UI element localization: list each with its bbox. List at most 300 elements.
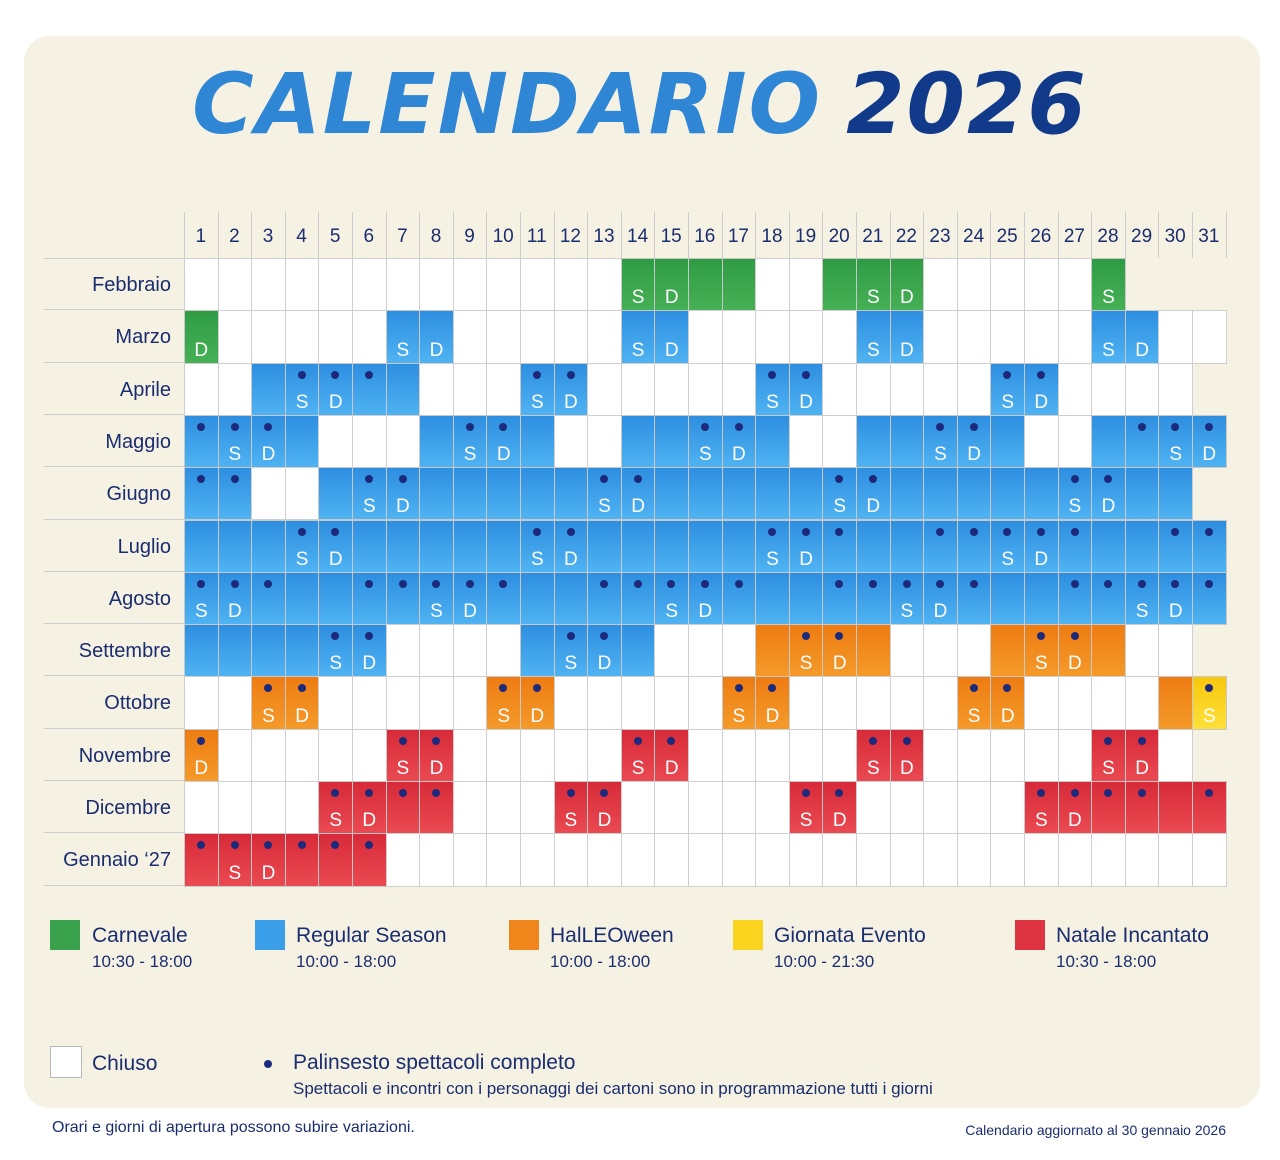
day-cell[interactable]	[318, 258, 353, 311]
day-cell[interactable]	[621, 572, 656, 625]
day-cell[interactable]	[386, 676, 421, 729]
day-cell[interactable]	[856, 467, 891, 520]
day-cell[interactable]	[419, 833, 454, 886]
day-cell[interactable]	[587, 833, 622, 886]
day-cell[interactable]	[218, 624, 253, 677]
day-cell[interactable]	[453, 781, 488, 834]
day-cell[interactable]	[990, 415, 1025, 468]
day-cell[interactable]	[688, 781, 723, 834]
day-cell[interactable]	[688, 467, 723, 520]
day-cell[interactable]	[554, 467, 589, 520]
day-cell[interactable]	[654, 520, 689, 573]
day-cell[interactable]	[1058, 310, 1093, 363]
day-cell[interactable]	[587, 676, 622, 729]
day-cell[interactable]	[957, 258, 992, 311]
day-cell[interactable]	[251, 729, 286, 782]
day-cell[interactable]	[957, 467, 992, 520]
day-cell[interactable]	[1091, 781, 1126, 834]
day-cell[interactable]	[587, 310, 622, 363]
day-cell[interactable]	[386, 363, 421, 416]
day-cell[interactable]	[722, 572, 757, 625]
day-cell[interactable]	[486, 258, 521, 311]
day-cell[interactable]	[285, 520, 320, 573]
day-cell[interactable]	[184, 676, 219, 729]
day-cell[interactable]	[856, 363, 891, 416]
day-cell[interactable]	[486, 363, 521, 416]
day-cell[interactable]	[722, 258, 757, 311]
day-cell[interactable]	[722, 467, 757, 520]
day-cell[interactable]	[520, 676, 555, 729]
day-cell[interactable]	[1091, 310, 1126, 363]
day-cell[interactable]	[218, 781, 253, 834]
day-cell[interactable]	[554, 624, 589, 677]
day-cell[interactable]	[520, 572, 555, 625]
day-cell[interactable]	[1024, 572, 1059, 625]
day-cell[interactable]	[318, 624, 353, 677]
day-cell[interactable]	[990, 729, 1025, 782]
day-cell[interactable]	[654, 415, 689, 468]
day-cell[interactable]	[688, 363, 723, 416]
day-cell[interactable]	[1058, 467, 1093, 520]
day-cell[interactable]	[1192, 310, 1227, 363]
day-cell[interactable]	[318, 520, 353, 573]
day-cell[interactable]	[1125, 310, 1160, 363]
day-cell[interactable]	[419, 258, 454, 311]
day-cell[interactable]	[251, 624, 286, 677]
day-cell[interactable]	[1192, 520, 1227, 573]
day-cell[interactable]	[789, 833, 824, 886]
day-cell[interactable]	[621, 258, 656, 311]
day-cell[interactable]	[184, 415, 219, 468]
day-cell[interactable]	[520, 467, 555, 520]
day-cell[interactable]	[386, 833, 421, 886]
day-cell[interactable]	[990, 520, 1025, 573]
day-cell[interactable]	[352, 467, 387, 520]
day-cell[interactable]	[486, 467, 521, 520]
day-cell[interactable]	[520, 363, 555, 416]
day-cell[interactable]	[621, 833, 656, 886]
day-cell[interactable]	[1091, 363, 1126, 416]
day-cell[interactable]	[1192, 676, 1227, 729]
day-cell[interactable]	[554, 520, 589, 573]
day-cell[interactable]	[822, 833, 857, 886]
day-cell[interactable]	[419, 781, 454, 834]
day-cell[interactable]	[890, 363, 925, 416]
day-cell[interactable]	[218, 415, 253, 468]
day-cell[interactable]	[688, 729, 723, 782]
day-cell[interactable]	[1024, 415, 1059, 468]
day-cell[interactable]	[520, 781, 555, 834]
day-cell[interactable]	[218, 310, 253, 363]
day-cell[interactable]	[722, 781, 757, 834]
day-cell[interactable]	[621, 363, 656, 416]
day-cell[interactable]	[923, 415, 958, 468]
day-cell[interactable]	[554, 415, 589, 468]
day-cell[interactable]	[285, 833, 320, 886]
day-cell[interactable]	[285, 572, 320, 625]
day-cell[interactable]	[621, 676, 656, 729]
day-cell[interactable]	[755, 363, 790, 416]
day-cell[interactable]	[688, 415, 723, 468]
day-cell[interactable]	[789, 310, 824, 363]
day-cell[interactable]	[486, 833, 521, 886]
day-cell[interactable]	[352, 363, 387, 416]
day-cell[interactable]	[654, 572, 689, 625]
day-cell[interactable]	[957, 572, 992, 625]
day-cell[interactable]	[386, 467, 421, 520]
day-cell[interactable]	[1158, 781, 1193, 834]
day-cell[interactable]	[587, 258, 622, 311]
day-cell[interactable]	[587, 729, 622, 782]
day-cell[interactable]	[1125, 415, 1160, 468]
day-cell[interactable]	[1058, 676, 1093, 729]
day-cell[interactable]	[1158, 520, 1193, 573]
day-cell[interactable]	[621, 624, 656, 677]
day-cell[interactable]	[688, 572, 723, 625]
day-cell[interactable]	[789, 467, 824, 520]
day-cell[interactable]	[554, 363, 589, 416]
day-cell[interactable]	[957, 833, 992, 886]
day-cell[interactable]	[251, 363, 286, 416]
day-cell[interactable]	[856, 781, 891, 834]
day-cell[interactable]	[1024, 729, 1059, 782]
day-cell[interactable]	[184, 520, 219, 573]
day-cell[interactable]	[520, 258, 555, 311]
day-cell[interactable]	[755, 467, 790, 520]
day-cell[interactable]	[654, 310, 689, 363]
day-cell[interactable]	[789, 624, 824, 677]
day-cell[interactable]	[923, 520, 958, 573]
day-cell[interactable]	[990, 833, 1025, 886]
day-cell[interactable]	[755, 520, 790, 573]
day-cell[interactable]	[822, 520, 857, 573]
day-cell[interactable]	[890, 310, 925, 363]
day-cell[interactable]	[1091, 520, 1126, 573]
day-cell[interactable]	[587, 415, 622, 468]
day-cell[interactable]	[554, 258, 589, 311]
day-cell[interactable]	[822, 363, 857, 416]
day-cell[interactable]	[184, 833, 219, 886]
day-cell[interactable]	[520, 520, 555, 573]
day-cell[interactable]	[486, 729, 521, 782]
day-cell[interactable]	[1158, 676, 1193, 729]
day-cell[interactable]	[755, 258, 790, 311]
day-cell[interactable]	[654, 833, 689, 886]
day-cell[interactable]	[419, 310, 454, 363]
day-cell[interactable]	[1091, 415, 1126, 468]
day-cell[interactable]	[688, 520, 723, 573]
day-cell[interactable]	[1125, 729, 1160, 782]
day-cell[interactable]	[923, 676, 958, 729]
day-cell[interactable]	[1158, 833, 1193, 886]
day-cell[interactable]	[251, 310, 286, 363]
day-cell[interactable]	[621, 415, 656, 468]
day-cell[interactable]	[453, 415, 488, 468]
day-cell[interactable]	[419, 729, 454, 782]
day-cell[interactable]	[1091, 624, 1126, 677]
day-cell[interactable]	[856, 833, 891, 886]
day-cell[interactable]	[1125, 520, 1160, 573]
day-cell[interactable]	[453, 520, 488, 573]
day-cell[interactable]	[789, 729, 824, 782]
day-cell[interactable]	[621, 520, 656, 573]
day-cell[interactable]	[990, 363, 1025, 416]
day-cell[interactable]	[856, 624, 891, 677]
day-cell[interactable]	[822, 310, 857, 363]
day-cell[interactable]	[990, 781, 1025, 834]
day-cell[interactable]	[923, 363, 958, 416]
day-cell[interactable]	[822, 572, 857, 625]
day-cell[interactable]	[285, 624, 320, 677]
day-cell[interactable]	[722, 363, 757, 416]
day-cell[interactable]	[957, 624, 992, 677]
day-cell[interactable]	[688, 676, 723, 729]
day-cell[interactable]	[352, 572, 387, 625]
day-cell[interactable]	[1158, 363, 1193, 416]
day-cell[interactable]	[957, 520, 992, 573]
day-cell[interactable]	[520, 624, 555, 677]
day-cell[interactable]	[453, 833, 488, 886]
day-cell[interactable]	[722, 833, 757, 886]
day-cell[interactable]	[688, 258, 723, 311]
day-cell[interactable]	[1058, 363, 1093, 416]
day-cell[interactable]	[890, 415, 925, 468]
day-cell[interactable]	[554, 781, 589, 834]
day-cell[interactable]	[890, 781, 925, 834]
day-cell[interactable]	[957, 310, 992, 363]
day-cell[interactable]	[1192, 833, 1227, 886]
day-cell[interactable]	[318, 572, 353, 625]
day-cell[interactable]	[957, 729, 992, 782]
day-cell[interactable]	[419, 572, 454, 625]
day-cell[interactable]	[789, 258, 824, 311]
day-cell[interactable]	[1091, 676, 1126, 729]
day-cell[interactable]	[184, 310, 219, 363]
day-cell[interactable]	[789, 781, 824, 834]
day-cell[interactable]	[251, 781, 286, 834]
day-cell[interactable]	[419, 363, 454, 416]
day-cell[interactable]	[453, 363, 488, 416]
day-cell[interactable]	[520, 415, 555, 468]
day-cell[interactable]	[1158, 624, 1193, 677]
day-cell[interactable]	[587, 624, 622, 677]
day-cell[interactable]	[654, 624, 689, 677]
day-cell[interactable]	[218, 467, 253, 520]
day-cell[interactable]	[251, 676, 286, 729]
day-cell[interactable]	[1024, 258, 1059, 311]
day-cell[interactable]	[654, 467, 689, 520]
day-cell[interactable]	[789, 520, 824, 573]
day-cell[interactable]	[990, 310, 1025, 363]
day-cell[interactable]	[318, 415, 353, 468]
day-cell[interactable]	[184, 258, 219, 311]
day-cell[interactable]	[386, 781, 421, 834]
day-cell[interactable]	[318, 676, 353, 729]
day-cell[interactable]	[554, 676, 589, 729]
day-cell[interactable]	[923, 258, 958, 311]
day-cell[interactable]	[890, 572, 925, 625]
day-cell[interactable]	[1158, 729, 1193, 782]
day-cell[interactable]	[957, 415, 992, 468]
day-cell[interactable]	[1125, 781, 1160, 834]
day-cell[interactable]	[486, 415, 521, 468]
day-cell[interactable]	[419, 467, 454, 520]
day-cell[interactable]	[486, 781, 521, 834]
day-cell[interactable]	[654, 729, 689, 782]
day-cell[interactable]	[1091, 572, 1126, 625]
day-cell[interactable]	[789, 363, 824, 416]
day-cell[interactable]	[419, 624, 454, 677]
day-cell[interactable]	[554, 729, 589, 782]
day-cell[interactable]	[352, 520, 387, 573]
day-cell[interactable]	[1024, 676, 1059, 729]
day-cell[interactable]	[755, 676, 790, 729]
day-cell[interactable]	[285, 467, 320, 520]
day-cell[interactable]	[218, 363, 253, 416]
day-cell[interactable]	[856, 729, 891, 782]
day-cell[interactable]	[755, 729, 790, 782]
day-cell[interactable]	[822, 415, 857, 468]
day-cell[interactable]	[1125, 624, 1160, 677]
day-cell[interactable]	[822, 781, 857, 834]
day-cell[interactable]	[722, 520, 757, 573]
day-cell[interactable]	[789, 415, 824, 468]
day-cell[interactable]	[722, 310, 757, 363]
day-cell[interactable]	[890, 833, 925, 886]
day-cell[interactable]	[1192, 781, 1227, 834]
day-cell[interactable]	[486, 624, 521, 677]
day-cell[interactable]	[184, 467, 219, 520]
day-cell[interactable]	[1158, 467, 1193, 520]
day-cell[interactable]	[722, 729, 757, 782]
day-cell[interactable]	[755, 624, 790, 677]
day-cell[interactable]	[251, 467, 286, 520]
day-cell[interactable]	[554, 572, 589, 625]
day-cell[interactable]	[453, 572, 488, 625]
day-cell[interactable]	[1024, 310, 1059, 363]
day-cell[interactable]	[352, 415, 387, 468]
day-cell[interactable]	[453, 258, 488, 311]
day-cell[interactable]	[184, 624, 219, 677]
day-cell[interactable]	[587, 520, 622, 573]
day-cell[interactable]	[251, 520, 286, 573]
day-cell[interactable]	[218, 676, 253, 729]
day-cell[interactable]	[419, 415, 454, 468]
day-cell[interactable]	[722, 624, 757, 677]
day-cell[interactable]	[789, 676, 824, 729]
day-cell[interactable]	[218, 833, 253, 886]
day-cell[interactable]	[184, 572, 219, 625]
day-cell[interactable]	[554, 833, 589, 886]
day-cell[interactable]	[1091, 833, 1126, 886]
day-cell[interactable]	[386, 415, 421, 468]
day-cell[interactable]	[318, 310, 353, 363]
day-cell[interactable]	[890, 467, 925, 520]
day-cell[interactable]	[1058, 833, 1093, 886]
day-cell[interactable]	[285, 781, 320, 834]
day-cell[interactable]	[654, 363, 689, 416]
day-cell[interactable]	[923, 467, 958, 520]
day-cell[interactable]	[957, 363, 992, 416]
day-cell[interactable]	[923, 729, 958, 782]
day-cell[interactable]	[890, 624, 925, 677]
day-cell[interactable]	[722, 676, 757, 729]
day-cell[interactable]	[688, 310, 723, 363]
day-cell[interactable]	[856, 310, 891, 363]
day-cell[interactable]	[1125, 467, 1160, 520]
day-cell[interactable]	[1125, 572, 1160, 625]
day-cell[interactable]	[285, 258, 320, 311]
day-cell[interactable]	[923, 833, 958, 886]
day-cell[interactable]	[1125, 833, 1160, 886]
day-cell[interactable]	[990, 572, 1025, 625]
day-cell[interactable]	[486, 676, 521, 729]
day-cell[interactable]	[587, 363, 622, 416]
day-cell[interactable]	[520, 729, 555, 782]
day-cell[interactable]	[419, 676, 454, 729]
day-cell[interactable]	[520, 310, 555, 363]
day-cell[interactable]	[419, 520, 454, 573]
day-cell[interactable]	[352, 781, 387, 834]
day-cell[interactable]	[688, 624, 723, 677]
day-cell[interactable]	[318, 781, 353, 834]
day-cell[interactable]	[352, 310, 387, 363]
day-cell[interactable]	[923, 572, 958, 625]
day-cell[interactable]	[587, 781, 622, 834]
day-cell[interactable]	[890, 729, 925, 782]
day-cell[interactable]	[386, 729, 421, 782]
day-cell[interactable]	[184, 363, 219, 416]
day-cell[interactable]	[218, 729, 253, 782]
day-cell[interactable]	[990, 676, 1025, 729]
day-cell[interactable]	[621, 781, 656, 834]
day-cell[interactable]	[722, 415, 757, 468]
day-cell[interactable]	[1158, 310, 1193, 363]
day-cell[interactable]	[822, 258, 857, 311]
day-cell[interactable]	[453, 310, 488, 363]
day-cell[interactable]	[352, 624, 387, 677]
day-cell[interactable]	[184, 781, 219, 834]
day-cell[interactable]	[1024, 467, 1059, 520]
day-cell[interactable]	[923, 310, 958, 363]
day-cell[interactable]	[822, 624, 857, 677]
day-cell[interactable]	[184, 729, 219, 782]
day-cell[interactable]	[352, 833, 387, 886]
day-cell[interactable]	[621, 467, 656, 520]
day-cell[interactable]	[654, 676, 689, 729]
day-cell[interactable]	[856, 572, 891, 625]
day-cell[interactable]	[453, 624, 488, 677]
day-cell[interactable]	[386, 310, 421, 363]
day-cell[interactable]	[1158, 572, 1193, 625]
day-cell[interactable]	[1024, 363, 1059, 416]
day-cell[interactable]	[1192, 572, 1227, 625]
day-cell[interactable]	[486, 310, 521, 363]
day-cell[interactable]	[1125, 363, 1160, 416]
day-cell[interactable]	[957, 781, 992, 834]
day-cell[interactable]	[923, 624, 958, 677]
day-cell[interactable]	[352, 258, 387, 311]
day-cell[interactable]	[486, 572, 521, 625]
day-cell[interactable]	[218, 572, 253, 625]
day-cell[interactable]	[1091, 729, 1126, 782]
day-cell[interactable]	[822, 729, 857, 782]
day-cell[interactable]	[957, 676, 992, 729]
day-cell[interactable]	[1192, 415, 1227, 468]
day-cell[interactable]	[386, 572, 421, 625]
day-cell[interactable]	[1058, 415, 1093, 468]
day-cell[interactable]	[352, 729, 387, 782]
